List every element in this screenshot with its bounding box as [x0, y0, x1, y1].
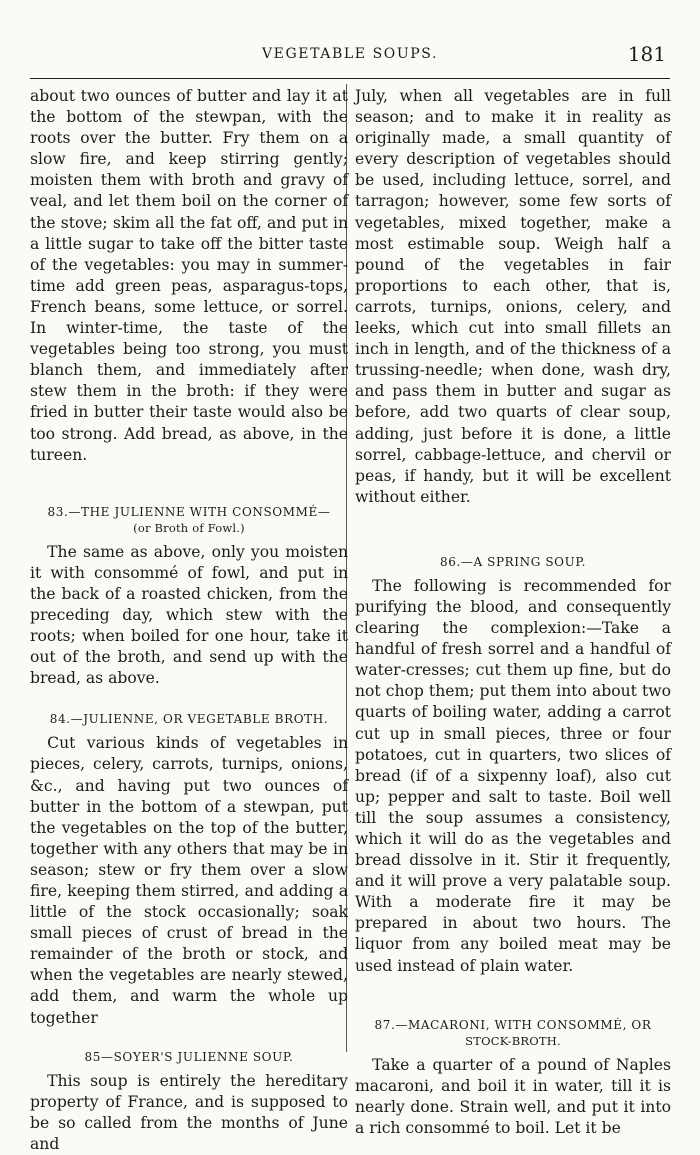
recipe-87-title: 87.—MACARONI, WITH CONSOMMÉ, OR	[374, 1017, 652, 1032]
right-column	[355, 86, 671, 1139]
page-number: 181	[627, 42, 666, 66]
running-head	[30, 42, 670, 74]
recipe-84-body: Cut various kinds of vegetables in pieces, celery, carrots, turnips, onions, &c., and having put two ounces of butter in the bottom of a stewpan, put the vegetables on the top of the butter, together with any others that may be in season; stew or fry them over a slow fire, keeping them stirred, and adding a little of the stock occasionally; soak small pieces of crust of bread in the remainder of the broth or stock, and when the vegetables are nearly stewed, add them, and warm the whole up together	[30, 734, 348, 1027]
header-rule	[30, 78, 670, 79]
recipe-87-heading	[355, 1017, 671, 1049]
recipe-83-heading	[30, 504, 348, 536]
running-title: VEGETABLE SOUPS.	[261, 46, 439, 62]
recipe-83-title: 83.—THE JULIENNE WITH CONSOMMÉ—	[47, 504, 331, 519]
recipe-86-heading: 86.—A SPRING SOUP.	[440, 554, 586, 569]
recipe-85-heading: 85—SOYER'S JULIENNE SOUP.	[84, 1049, 294, 1064]
continued-paragraph: about two ounces of butter and lay it at the bottom of the stewpan, with the roots over the butter. Fry them on a slow fire, and keep stirring gently; moisten them with broth and gravy of veal, and let them boil on the corner of the stove; skim all the fat off, and put in a little sugar to take off the bitter taste of the vegetables: you may in summer-time add green peas, asparagus-tops, French beans, some lettuce, or sorrel. In winter-time, the taste of the vegetables being too strong, you must blanch them, and immediately after stew them in the broth: if they were fried in butter their taste would also be too strong. Add bread, as above, in the tureen.	[30, 87, 348, 464]
recipe-83-body: The same as above, only you moisten it with consommé of fowl, and put in the back of a roasted chicken, from the preceding day, which stew with the roots; when boiled for one hour, take it out of the broth, and send up with the bread, as above.	[30, 542, 348, 688]
recipe-87-body: Take a quarter of a pound of Naples macaroni, and boil it in water, till it is nearly done. Strain well, and put it into a rich consommé to boil. Let it be	[355, 1055, 671, 1137]
recipe-87-subtitle: STOCK-BROTH.	[465, 1033, 561, 1048]
recipe-83-subtitle: (or Broth of Fowl.)	[133, 520, 245, 535]
recipe-85-body: This soup is entirely the hereditary property of France, and is supposed to be so called from the months of June and	[30, 1071, 348, 1153]
recipe-84-heading: 84.—JULIENNE, OR VEGETABLE BROTH.	[49, 712, 329, 727]
recipe-86-body: The following is recommended for purifying the blood, and consequently clearing the complexion:—Take a handful of fresh sorrel and a handful of water-cresses; cut them up fine, but do not chop them; put them into about two quarts of boiling water, adding a carrot cut up in small pieces, three or four potatoes, cut in quarters, two slices of bread (if of a sixpenny loaf), also cut up; pepper and salt to taste. Boil well till the soup assumes a consistency, which it will do as the vegetables and bread dissolve in it. Stir it frequently, and it will prove a very palatable soup. With a moderate fire it may be prepared in about two hours. The liquor from any boiled meat may be used instead of plain water.	[355, 576, 671, 975]
continued-paragraph-right: July, when all vegetables are in full season; and to make it in reality as originally made, a small quantity of every description of vegetables should be used, including lettuce, sorrel, and tarragon; however, some few sorts of vegetables, mixed together, make a most estimable soup. Weigh half a pound of the vegetables in fair proportions to each other, that is, carrots, turnips, onions, celery, and leeks, which cut into small fillets an inch in length, and of the thickness of a trussing-needle; when done, wash dry, and pass them in butter and sugar as before, add two quarts of clear soup, adding, just before it is done, a little sorrel, cabbage-lettuce, and chervil or peas, if handy, but it will be excellent without either.	[355, 87, 671, 506]
left-column	[30, 86, 348, 1155]
